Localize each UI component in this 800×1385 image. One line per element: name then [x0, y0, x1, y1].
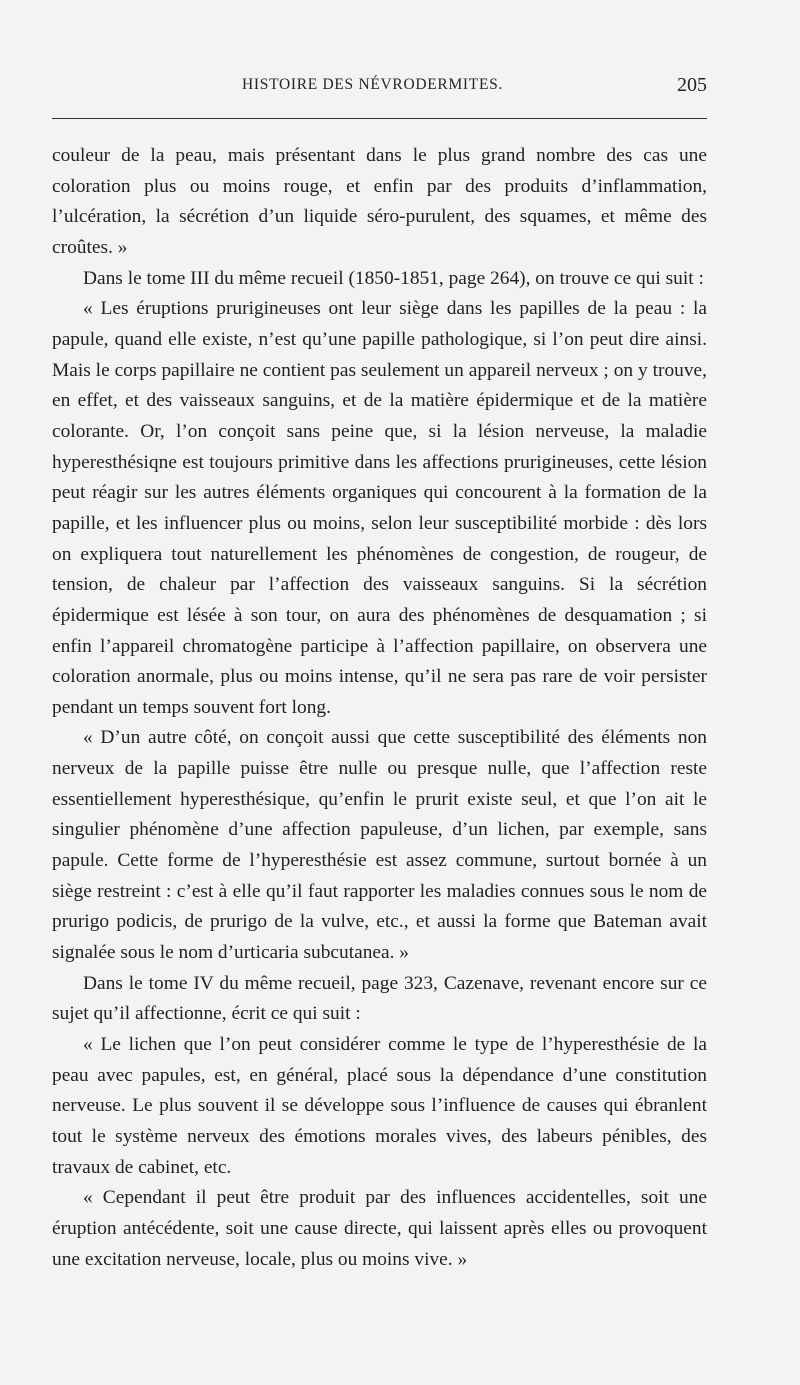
- page-number: 205: [677, 74, 707, 96]
- paragraph-3: « Les éruptions prurigineuses ont leur siège dans les papilles de la peau : la papule, quand elle existe, n’est qu’une papille pathologique, si l’on peut dire ainsi. Mais le corps papillaire ne contient pas seulement un appareil nerveux ; on y trouve, en effet, et des vaisseaux sanguins, et de la matière épidermique et de la matière colorante. Or, l’on conçoit sans peine que, si la lésion nerveuse, la maladie hyperesthésiqne est toujours primitive dans les affections prurigineuses, cette lésion peut réagir sur les autres éléments organiques qui concourent à la formation de la papille, et les influencer plus ou moins, selon leur susceptibilité morbide : dès lors on expliquera tout naturellement les phénomènes de congestion, de rougeur, de tension, de chaleur par l’affection des vaisseaux sanguins. Si la sécrétion épidermique est lésée à son tour, on aura des phénomènes de desquamation ; si enfin l’appareil chromatogène participe à l’affection papillaire, on observera une coloration anormale, plus ou moins intense, qu’il ne sera pas rare de voir persister pendant un temps souvent fort long.: [52, 298, 707, 718]
- running-title: HISTOIRE DES NÉVRODERMITES.: [242, 76, 504, 93]
- paragraph-1: couleur de la peau, mais présentant dans le plus grand nombre des cas une coloration plus ou moins rouge, et enfin par des produits d’inflammation, l’ulcération, la sécrétion d’un liquide séro-purulent, des squames, et même des croûtes. »: [52, 145, 707, 258]
- running-head: [52, 76, 707, 108]
- paragraph-6: « Le lichen que l’on peut considérer comme le type de l’hyperesthésie de la peau avec papules, est, en général, placé sous la dépendance d’une constitution nerveuse. Le plus souvent il se développe sous l’influence de causes qui ébranlent tout le système nerveux des émotions morales vives, des labeurs pénibles, des travaux de cabinet, etc.: [52, 1034, 707, 1178]
- paragraph-4: « D’un autre côté, on conçoit aussi que cette susceptibilité des éléments non nerveux de la papille puisse être nulle ou presque nulle, que l’affection reste essentiellement hyperesthésique, qu’enfin le prurit existe seul, et que l’on ait le singulier phénomène d’une affection papuleuse, d’un lichen, par exemple, sans papule. Cette forme de l’hyperesthésie est assez commune, surtout bornée à un siège restreint : c’est à elle qu’il faut rapporter les maladies connues sous le nom de prurigo podicis, de prurigo de la vulve, etc., et aussi la forme que Bateman avait signalée sous le nom d’urticaria subcutanea. »: [52, 727, 707, 964]
- paragraph-7: « Cependant il peut être produit par des influences accidentelles, soit une éruption antécédente, soit une cause directe, qui laissent après elles ou provoquent une excitation nerveuse, locale, plus ou moins vive. »: [52, 1187, 707, 1270]
- paragraph-2: Dans le tome III du même recueil (1850-1851, page 264), on trouve ce qui suit :: [83, 267, 704, 289]
- body-text: [52, 141, 707, 1275]
- header-rule: [52, 118, 707, 119]
- paragraph-5: Dans le tome IV du même recueil, page 323, Cazenave, revenant encore sur ce sujet qu’il affectionne, écrit ce qui suit :: [52, 972, 707, 1025]
